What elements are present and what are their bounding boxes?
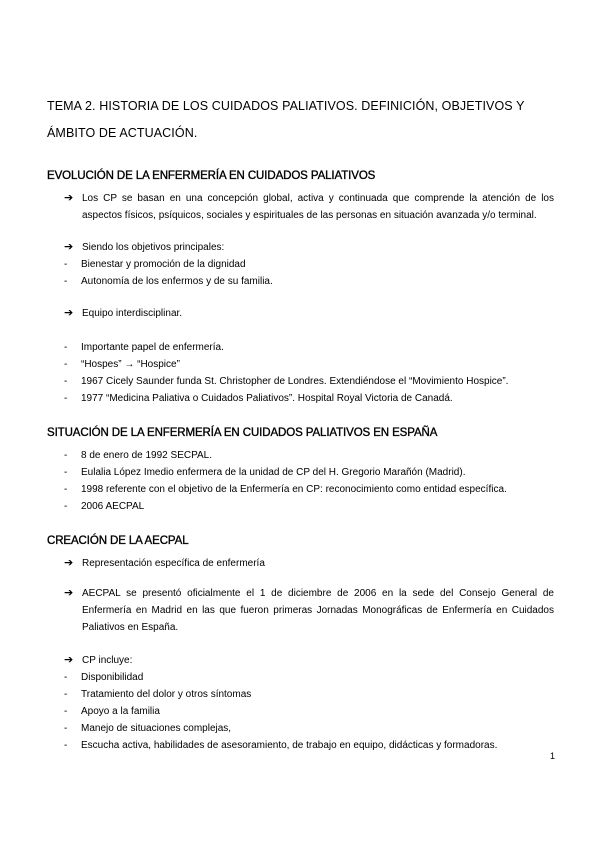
arrow-icon: ➔ — [64, 557, 74, 569]
list-item — [64, 585, 554, 636]
list-item-text: 1998 referente con el objetivo de la Enfermería en CP: reconocimiento como entidad específica. — [81, 484, 507, 495]
list-item-text: Siendo los objetivos principales: — [82, 242, 225, 253]
list-item — [64, 273, 554, 290]
dash-bullet: - — [64, 501, 68, 512]
dash-bullet: - — [64, 359, 68, 370]
list-item — [64, 555, 554, 572]
list-item-text: 2006 AECPAL — [81, 501, 145, 512]
list-item-text: Apoyo a la familia — [81, 706, 160, 717]
list-item-text: Representación específica de enfermería — [82, 558, 265, 569]
section-heading-creacion: CREACIÓN DE LA AECPAL — [47, 535, 189, 547]
list-item — [64, 652, 554, 669]
list-item — [64, 390, 554, 407]
list-item — [64, 356, 554, 373]
list-item-text: Eulalia López Imedio enfermera de la unidad de CP del H. Gregorio Marañón (Madrid). — [81, 467, 466, 478]
list-item — [64, 686, 554, 703]
list-item — [64, 339, 554, 356]
list-item-text: Bienestar y promoción de la dignidad — [81, 259, 246, 270]
arrow-icon: ➔ — [64, 587, 74, 599]
list-item-text: Manejo de situaciones complejas, — [81, 723, 232, 734]
list-item-text: Tratamiento del dolor y otros síntomas — [81, 689, 252, 700]
dash-bullet: - — [64, 723, 68, 734]
dash-bullet: - — [64, 740, 68, 751]
arrow-icon: ➔ — [64, 241, 74, 253]
list-item-text: 8 de enero de 1992 SECPAL. — [81, 450, 213, 461]
section-heading-evolucion: EVOLUCIÓN DE LA ENFERMERÍA EN CUIDADOS PALIATIVOS — [47, 170, 376, 182]
dash-bullet: - — [64, 393, 68, 404]
list-item-text: 1967 Cicely Saunder funda St. Christopher de Londres. Extendiéndose el “Movimiento Hospice”. — [81, 376, 509, 387]
page-title: TEMA 2. HISTORIA DE LOS CUIDADOS PALIATIVOS. DEFINICIÓN, OBJETIVOS Y ÁMBITO DE ACTUACIÓN. — [47, 99, 525, 140]
list-item-text: AECPAL se presentó oficialmente el 1 de diciembre de 2006 en la sede del Consejo General de Enfermería en Madrid en las que fueron primeras Jornadas Monográficas de Enfermería en Cuidados Paliativos en España. — [82, 588, 554, 633]
list-item — [64, 239, 554, 256]
dash-bullet: - — [64, 276, 68, 287]
list-item — [64, 737, 554, 754]
dash-bullet: - — [64, 672, 68, 683]
list-item — [64, 190, 554, 224]
list-item-text: Autonomía de los enfermos y de su familia. — [81, 276, 273, 287]
list-item-text: Importante papel de enfermería. — [81, 342, 224, 353]
list-item — [64, 703, 554, 720]
page-number: 1 — [550, 751, 556, 761]
list-item — [64, 720, 554, 737]
list-item — [64, 447, 554, 464]
dash-bullet: - — [64, 689, 68, 700]
list-item — [64, 481, 554, 498]
list-item — [64, 373, 554, 390]
dash-bullet: - — [64, 259, 68, 270]
list-item — [64, 669, 554, 686]
dash-bullet: - — [64, 484, 68, 495]
list-item-text: Disponibilidad — [81, 672, 144, 683]
list-item — [64, 256, 554, 273]
dash-bullet: - — [64, 342, 68, 353]
dash-bullet: - — [64, 706, 68, 717]
list-item-text: Los CP se basan en una concepción global, activa y continuada que comprende la atención de los aspectos físicos, psíquicos, sociales y espirituales de las personas en situación avanzada y/o terminal. — [82, 193, 554, 221]
list-item-text: “Hospes” → “Hospice” — [81, 359, 180, 370]
section-heading-situacion: SITUACIÓN DE LA ENFERMERÍA EN CUIDADOS PALIATIVOS EN ESPAÑA — [47, 427, 438, 439]
list-item-text: 1977 “Medicina Paliativa o Cuidados Paliativos”. Hospital Royal Victoria de Canadá. — [81, 393, 453, 404]
list-item-text: CP incluye: — [82, 655, 133, 666]
list-item — [64, 498, 554, 515]
list-item — [64, 305, 554, 322]
dash-bullet: - — [64, 376, 68, 387]
list-item-text: Equipo interdisciplinar. — [82, 308, 183, 319]
dash-bullet: - — [64, 450, 68, 461]
arrow-icon: ➔ — [64, 307, 74, 319]
list-item — [64, 464, 554, 481]
dash-bullet: - — [64, 467, 68, 478]
arrow-icon: ➔ — [64, 654, 74, 666]
arrow-icon: ➔ — [64, 192, 74, 204]
list-item-text: Escucha activa, habilidades de asesoramiento, de trabajo en equipo, didácticas y formadoras. — [81, 740, 498, 751]
